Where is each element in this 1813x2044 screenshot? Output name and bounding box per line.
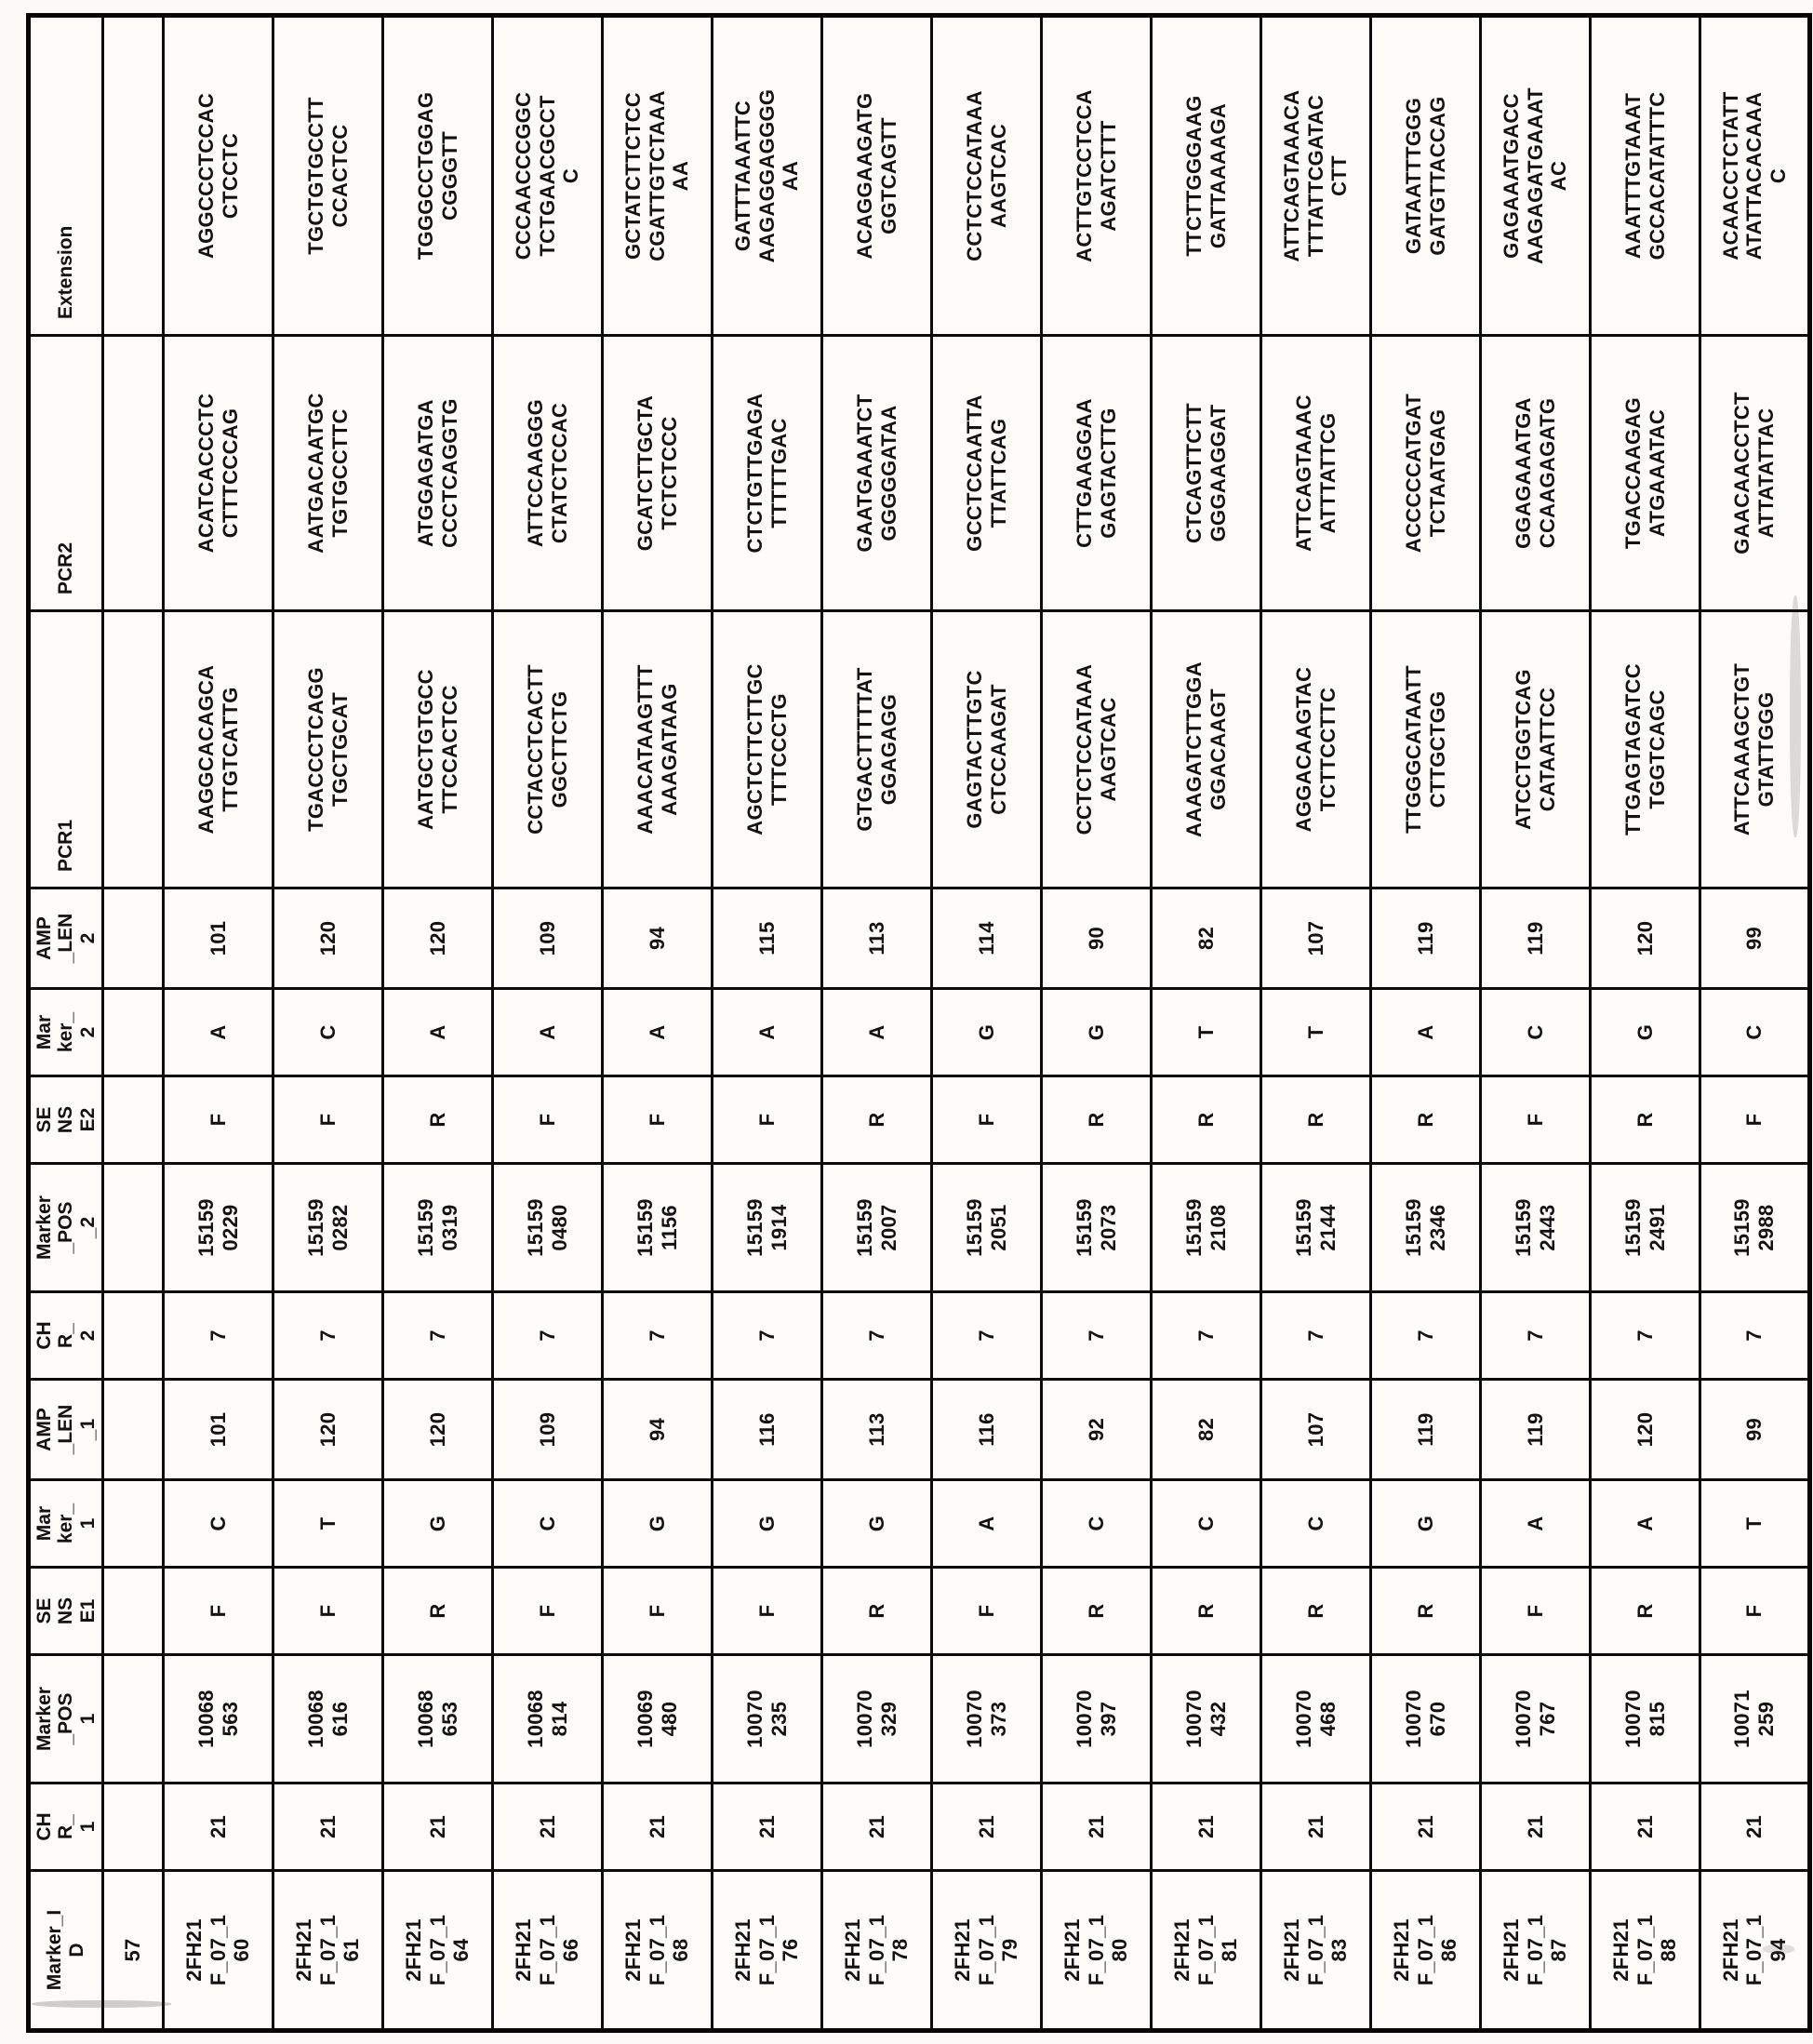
cell-amp_len_1: 101 [164,1380,273,1480]
table-row [1042,16,1152,2031]
cell-pcr2: GCATCTTGCTA TCTCTCCC [603,336,713,611]
cell-amp_len_2: 115 [713,888,822,989]
cell-pcr2: GGAGAAATGA CCAAGAGATG [1481,336,1591,611]
cell-marker_2: A [713,989,822,1076]
cell-chr_1: 21 [713,1783,822,1871]
cell-marker_1: C [493,1480,603,1568]
cell-sense1: F [603,1568,713,1655]
cell-sense2: R [1591,1076,1700,1164]
cell-chr_2: 7 [932,1292,1042,1380]
cell-marker_2: C [273,989,383,1076]
cell-amp_len_2: 120 [1591,888,1700,989]
cell-amp_len_2: 107 [1261,888,1371,989]
cell-pcr2: TGACCAAGAG ATGAAATAC [1591,336,1700,611]
cell-sense1: F [713,1568,822,1655]
table-row [1261,16,1371,2031]
cell-marker_pos_1: 10070 373 [932,1655,1042,1783]
cell-marker_pos_2 [103,1164,164,1292]
column-header-marker_id: Marker_I D [29,1871,103,2031]
cell-pcr1: AAACATAAGTTT AAAGATAAG [603,611,713,888]
cell-sense1: R [1261,1568,1371,1655]
cell-amp_len_2: 109 [493,888,603,989]
cell-sense1: F [273,1568,383,1655]
cell-pcr2: AATGACAATGC TGTGCCTTC [273,336,383,611]
cell-marker_1: G [603,1480,713,1568]
cell-sense1: F [1700,1568,1810,1655]
cell-marker_id: 2FH21 F_07_1 94 [1700,1871,1810,2031]
cell-marker_pos_1: 10069 480 [603,1655,713,1783]
cell-marker_pos_2: 15159 0229 [164,1164,273,1292]
cell-sense2: R [1261,1076,1371,1164]
cell-chr_2: 7 [1371,1292,1481,1380]
table-header [29,16,103,2031]
cell-chr_2: 7 [1700,1292,1810,1380]
cell-pcr2: CTTGAAGGAA GAGTACTTG [1042,336,1152,611]
table-row [1591,16,1700,2031]
cell-marker_1: G [1371,1480,1481,1568]
cell-pcr2: ATTCCAAGGG CTATCTCCAC [493,336,603,611]
cell-chr_2: 7 [273,1292,383,1380]
table-row [713,16,822,2031]
cell-sense2: R [1152,1076,1261,1164]
cell-marker_pos_1: 10070 670 [1371,1655,1481,1783]
cell-marker_1: A [932,1480,1042,1568]
cell-extension: TGCTGTGCCTT CCACTCC [273,16,383,336]
cell-extension: GAGAAATGACC AAGAGATGAAAT AC [1481,16,1591,336]
cell-marker_1: C [164,1480,273,1568]
cell-extension [103,16,164,336]
cell-marker_2: A [383,989,493,1076]
cell-marker_2 [103,989,164,1076]
cell-marker_id: 2FH21 F_07_1 87 [1481,1871,1591,2031]
cell-amp_len_2: 120 [383,888,493,989]
table-row [1481,16,1591,2031]
cell-chr_1: 21 [1042,1783,1152,1871]
cell-sense2 [103,1076,164,1164]
cell-marker_2: G [1042,989,1152,1076]
cell-marker_2: C [1481,989,1591,1076]
cell-marker_id: 2FH21 F_07_1 68 [603,1871,713,2031]
cell-sense2: F [493,1076,603,1164]
cell-chr_1: 21 [932,1783,1042,1871]
cell-marker_pos_1: 10071 259 [1700,1655,1810,1783]
cell-marker_pos_2: 15159 2144 [1261,1164,1371,1292]
cell-amp_len_1: 109 [493,1380,603,1480]
cell-amp_len_1: 92 [1042,1380,1152,1480]
cell-amp_len_1: 116 [932,1380,1042,1480]
cell-marker_pos_1: 10068 653 [383,1655,493,1783]
cell-amp_len_2: 101 [164,888,273,989]
column-header-sense1: SE NS E1 [29,1568,103,1655]
cell-pcr1: TGACCCTCAGG TGCTGCAT [273,611,383,888]
cell-chr_2: 7 [603,1292,713,1380]
cell-chr_1: 21 [822,1783,932,1871]
cell-pcr1: ATTCAAAGCTGT GTATTGGG [1700,611,1810,888]
cell-extension: ACAACCTCTATT ATATTACACAAA C [1700,16,1810,336]
cell-amp_len_2: 82 [1152,888,1261,989]
header-row [29,16,103,2031]
cell-amp_len_1: 94 [603,1380,713,1480]
cell-sense2: F [1481,1076,1591,1164]
cell-marker_pos_1 [103,1655,164,1783]
cell-chr_2: 7 [1481,1292,1591,1380]
cell-amp_len_2: 113 [822,888,932,989]
cell-extension: CCCAACCCGGC TCTGAACGCCT C [493,16,603,336]
cell-pcr1: TTGGGCATAATT CTTGCTGG [1371,611,1481,888]
cell-pcr2: GAATGAAATCT GGGGGATAA [822,336,932,611]
table-row [603,16,713,2031]
cell-amp_len_1: 107 [1261,1380,1371,1480]
cell-chr_1: 21 [603,1783,713,1871]
cell-sense2: R [1042,1076,1152,1164]
cell-marker_1: T [1700,1480,1810,1568]
column-header-extension: Extension [29,16,103,336]
cell-sense1: R [1042,1568,1152,1655]
cell-marker_pos_2: 15159 2108 [1152,1164,1261,1292]
cell-marker_2: G [1591,989,1700,1076]
cell-sense2: F [603,1076,713,1164]
cell-amp_len_2: 119 [1371,888,1481,989]
cell-amp_len_1 [103,1380,164,1480]
cell-marker_pos_2: 15159 1914 [713,1164,822,1292]
column-header-pcr1: PCR1 [29,611,103,888]
cell-marker_pos_2: 15159 2443 [1481,1164,1591,1292]
cell-sense2: F [164,1076,273,1164]
cell-marker_pos_1: 10070 815 [1591,1655,1700,1783]
cell-marker_pos_2: 15159 1156 [603,1164,713,1292]
cell-amp_len_2: 114 [932,888,1042,989]
cell-marker_id: 2FH21 F_07_1 60 [164,1871,273,2031]
cell-pcr1: AAAGATCTTGGA GGACAAGT [1152,611,1261,888]
cell-amp_len_2 [103,888,164,989]
cell-marker_1: G [383,1480,493,1568]
cell-amp_len_1: 113 [822,1380,932,1480]
cell-chr_1: 21 [383,1783,493,1871]
cell-marker_1: C [1261,1480,1371,1568]
cell-marker_2: A [822,989,932,1076]
cell-marker_pos_1: 10070 432 [1152,1655,1261,1783]
cell-extension: AGGCCCTCCAC CTCCTC [164,16,273,336]
cell-chr_2: 7 [1261,1292,1371,1380]
cell-marker_2: T [1152,989,1261,1076]
cell-extension: AAATTTGTAAAT GCCACATATTTC [1591,16,1700,336]
table-row [1152,16,1261,2031]
table-row [932,16,1042,2031]
cell-amp_len_2: 90 [1042,888,1152,989]
cell-chr_1: 21 [1152,1783,1261,1871]
column-header-marker_pos_1: Marker _POS 1 [29,1655,103,1783]
cell-chr_2 [103,1292,164,1380]
cell-sense1: R [1591,1568,1700,1655]
cell-sense2: R [383,1076,493,1164]
cell-pcr2: ACATCACCCTC CTTTCCCAG [164,336,273,611]
cell-marker_pos_1: 10068 814 [493,1655,603,1783]
cell-chr_1: 21 [1700,1783,1810,1871]
cell-marker_pos_1: 10070 329 [822,1655,932,1783]
cell-marker_1 [103,1480,164,1568]
cell-sense2: F [713,1076,822,1164]
cell-pcr2: GAACAACCTCT ATTATATTAC [1700,336,1810,611]
cell-marker_1: C [1042,1480,1152,1568]
cell-marker_id: 2FH21 F_07_1 78 [822,1871,932,2031]
cell-amp_len_2: 99 [1700,888,1810,989]
cell-marker_id: 2FH21 F_07_1 61 [273,1871,383,2031]
cell-amp_len_1: 120 [1591,1380,1700,1480]
cell-amp_len_2: 119 [1481,888,1591,989]
table-row [822,16,932,2031]
cell-marker_1: G [822,1480,932,1568]
cell-pcr2 [103,336,164,611]
cell-marker_id: 2FH21 F_07_1 66 [493,1871,603,2031]
cell-chr_1: 21 [273,1783,383,1871]
cell-pcr1: AAGGCACAGCA TTGTCATTG [164,611,273,888]
cell-sense1: F [164,1568,273,1655]
cell-pcr2: ACCCCCATGAT TCTAATGAG [1371,336,1481,611]
table-row [493,16,603,2031]
cell-extension: ATTCAGTAAACA TTTATTCGATAC CTT [1261,16,1371,336]
cell-marker_1: C [1152,1480,1261,1568]
cell-amp_len_1: 116 [713,1380,822,1480]
table-row [1371,16,1481,2031]
cell-pcr2: CTCTGTTGAGA TTTTTGAC [713,336,822,611]
cell-chr_2: 7 [713,1292,822,1380]
table-row [164,16,273,2031]
cell-marker_pos_2: 15159 2051 [932,1164,1042,1292]
cell-chr_2: 7 [493,1292,603,1380]
cell-marker_1: T [273,1480,383,1568]
cell-marker_id: 2FH21 F_07_1 64 [383,1871,493,2031]
cell-extension: CCTCTCCATAAA AAGTCAC [932,16,1042,336]
cell-marker_pos_2: 15159 2073 [1042,1164,1152,1292]
cell-marker_1: A [1481,1480,1591,1568]
cell-marker_pos_1: 10070 397 [1042,1655,1152,1783]
cell-extension: ACAGGAAGATG GGTCAGTT [822,16,932,336]
cell-chr_1: 21 [164,1783,273,1871]
table-row [383,16,493,2031]
cell-chr_2: 7 [164,1292,273,1380]
cell-marker_2: T [1261,989,1371,1076]
cell-marker_pos_2: 15159 0282 [273,1164,383,1292]
cell-pcr1: GTGACTTTTTAT GGAGAGG [822,611,932,888]
column-header-marker_2: Mar ker_ 2 [29,989,103,1076]
cell-amp_len_1: 119 [1481,1380,1591,1480]
cell-marker_2: C [1700,989,1810,1076]
cell-marker_pos_2: 15159 2491 [1591,1164,1700,1292]
cell-marker_1: A [1591,1480,1700,1568]
cell-marker_2: A [1371,989,1481,1076]
cell-marker_pos_1: 10068 563 [164,1655,273,1783]
cell-amp_len_1: 119 [1371,1380,1481,1480]
cell-marker_id: 2FH21 F_07_1 76 [713,1871,822,2031]
table-body [103,16,1810,2031]
cell-marker_pos_2: 15159 2007 [822,1164,932,1292]
cell-marker_id: 2FH21 F_07_1 80 [1042,1871,1152,2031]
cell-marker_id: 2FH21 F_07_1 83 [1261,1871,1371,2031]
cell-marker_2: A [164,989,273,1076]
cell-amp_len_1: 120 [273,1380,383,1480]
cell-chr_1: 21 [493,1783,603,1871]
cell-sense2: F [932,1076,1042,1164]
cell-amp_len_2: 120 [273,888,383,989]
cell-marker_id: 2FH21 F_07_1 81 [1152,1871,1261,2031]
cell-marker_pos_2: 15159 0480 [493,1164,603,1292]
cell-sense1: R [1152,1568,1261,1655]
cell-pcr1: AATGCTGTGCC TTCCACTCC [383,611,493,888]
cell-sense2: R [822,1076,932,1164]
marker-table [26,13,1812,2033]
column-header-marker_1: Mar ker_ 1 [29,1480,103,1568]
cell-marker_pos_2: 15159 2988 [1700,1164,1810,1292]
cell-marker_pos_1: 10070 767 [1481,1655,1591,1783]
cell-pcr2: ATGGAGATGA CCCTCAGGTG [383,336,493,611]
column-header-pcr2: PCR2 [29,336,103,611]
cell-chr_1 [103,1783,164,1871]
cell-pcr2: GCCTCCAATTA TTATTCAG [932,336,1042,611]
cell-sense1: R [383,1568,493,1655]
cell-sense1: R [1371,1568,1481,1655]
cell-amp_len_1: 99 [1700,1380,1810,1480]
cell-pcr1: AGCTCTTCTTGC TTTCCCTG [713,611,822,888]
cell-chr_2: 7 [822,1292,932,1380]
cell-marker_pos_1: 10070 468 [1261,1655,1371,1783]
cell-marker_2: A [493,989,603,1076]
column-header-amp_len_2: AMP _LEN 2 [29,888,103,989]
cell-extension: GATTTAAATTC AAGAGGAGGGG AA [713,16,822,336]
cell-pcr1: TTGAGTAGATCC TGGTCAGC [1591,611,1700,888]
column-header-chr_1: CH R_ 1 [29,1783,103,1871]
column-header-chr_2: CH R_ 2 [29,1292,103,1380]
cell-sense1: F [493,1568,603,1655]
column-header-sense2: SE NS E2 [29,1076,103,1164]
column-header-amp_len_1: AMP _LEN _1 [29,1380,103,1480]
cell-sense1: R [822,1568,932,1655]
cell-marker_pos_2: 15159 0319 [383,1164,493,1292]
cell-pcr1 [103,611,164,888]
cell-marker_2: G [932,989,1042,1076]
cell-marker_pos_2: 15159 2346 [1371,1164,1481,1292]
cell-extension: TGGGCCTGGAG CGGGTT [383,16,493,336]
table-row [273,16,383,2031]
cell-pcr1: CCTACCTCACTT GGCTTCTG [493,611,603,888]
cell-extension: GATAATTTGGG GATGTTACCAG [1371,16,1481,336]
cell-sense1: F [932,1568,1042,1655]
cell-extension: ACTTGTCCTCCA AGATCTTT [1042,16,1152,336]
cell-marker_2: A [603,989,713,1076]
cell-pcr1: ATCCTGGTCAG CATAATTCC [1481,611,1591,888]
cell-marker_id: 2FH21 F_07_1 88 [1591,1871,1700,2031]
cell-sense1: F [1481,1568,1591,1655]
cell-sense1 [103,1568,164,1655]
cell-marker_id: 2FH21 F_07_1 79 [932,1871,1042,2031]
cell-chr_2: 7 [383,1292,493,1380]
cell-extension: GCTATCTTCTCC CGATTGTCTAAA AA [603,16,713,336]
cell-chr_2: 7 [1042,1292,1152,1380]
cell-pcr2: ATTCAGTAAAC ATTTATTCG [1261,336,1371,611]
cell-pcr2: CTCAGTTCTT GGGAAGGAT [1152,336,1261,611]
cell-marker_pos_1: 10070 235 [713,1655,822,1783]
cell-chr_1: 21 [1371,1783,1481,1871]
column-header-marker_pos_2: Marker _POS _2 [29,1164,103,1292]
cell-chr_1: 21 [1591,1783,1700,1871]
cell-marker_pos_1: 10068 616 [273,1655,383,1783]
cell-pcr1: CCTCTCCATAAA AAGTCAC [1042,611,1152,888]
cell-amp_len_1: 82 [1152,1380,1261,1480]
cell-sense2: F [1700,1076,1810,1164]
cell-marker_id: 2FH21 F_07_1 86 [1371,1871,1481,2031]
table-row [1700,16,1810,2031]
cell-extension: TTCTTGGGAAG GATTAAAAGA [1152,16,1261,336]
cell-marker_1: G [713,1480,822,1568]
cell-amp_len_1: 120 [383,1380,493,1480]
cell-chr_1: 21 [1261,1783,1371,1871]
cell-pcr1: GAGTACTTGTC CTCCAAGAT [932,611,1042,888]
cell-chr_1: 21 [1481,1783,1591,1871]
cell-amp_len_2: 94 [603,888,713,989]
cell-marker_id: 57 [103,1871,164,2031]
cell-chr_2: 7 [1152,1292,1261,1380]
cell-pcr1: AGGACAAGTAC TCTTCCTTC [1261,611,1371,888]
cell-chr_2: 7 [1591,1292,1700,1380]
table-row [103,16,164,2031]
cell-sense2: F [273,1076,383,1164]
cell-sense2: R [1371,1076,1481,1164]
